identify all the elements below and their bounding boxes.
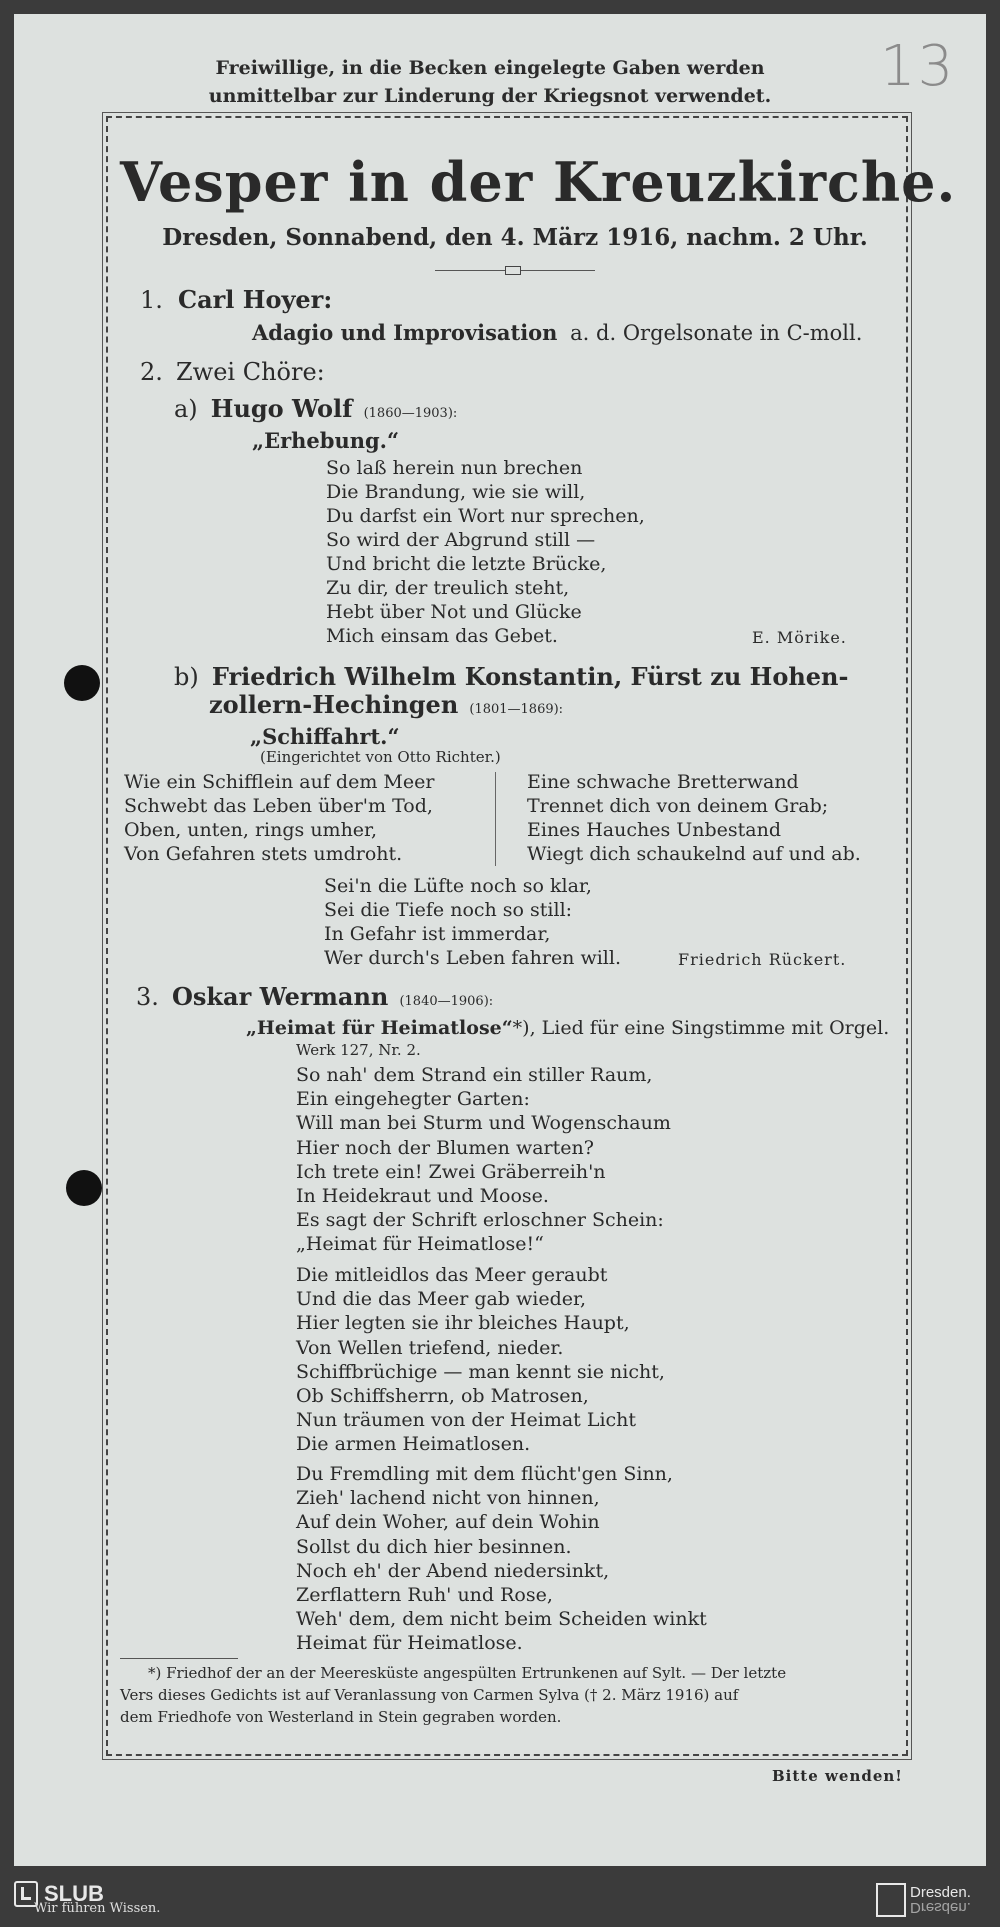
footnote: [120, 1662, 872, 1728]
program-title: Vesper in der Kreuzkirche.: [120, 150, 957, 214]
song-line: [246, 1017, 889, 1039]
slub-name: SLUB: [44, 1881, 104, 1906]
notice-line-2: unmittelbar zur Linderung der Kriegsnot verwendet.: [208, 85, 772, 107]
composer-name: Carl Hoyer:: [178, 285, 333, 314]
poem-line: Du Fremdling mit dem flücht'gen Sinn,: [296, 1463, 673, 1485]
song-title: „Heimat für Heimatlose“: [246, 1017, 513, 1039]
poem-line: Mich einsam das Gebet.: [326, 625, 558, 647]
notice-line-1: Freiwillige, in die Becken eingelegte Gaben werden: [215, 57, 765, 79]
poem-line: Ein eingehegter Garten:: [296, 1088, 530, 1111]
poem-line: Von Wellen triefend, nieder.: [296, 1336, 564, 1359]
poem-line: So wird der Abgrund still —: [326, 529, 596, 551]
dresden-crest-icon: [876, 1883, 906, 1917]
choir-b-heading-cont: [209, 690, 563, 719]
viewer-footer-bar: [0, 1873, 1000, 1927]
poem-line: Wiegt dich schaukelnd auf und ab.: [527, 843, 861, 865]
poem-author: E. Mörike.: [752, 628, 847, 647]
poem-author: Friedrich Rückert.: [678, 950, 847, 969]
ornament-divider: [435, 266, 595, 274]
poem-line: Schwebt das Leben über'm Tod,: [124, 795, 433, 817]
poem-right-column: [527, 770, 861, 866]
footnote-line: dem Friedhofe von Westerland in Stein gegraben worden.: [120, 1708, 562, 1726]
composer-dates: (1801—1869):: [469, 702, 564, 717]
poem-line: Eines Hauches Unbestand: [527, 819, 782, 841]
composer-name: Friedrich Wilhelm Konstantin, Fürst zu Hohen-: [211, 662, 849, 691]
poem-line: Wie ein Schifflein auf dem Meer: [124, 771, 435, 793]
poem-line: Es sagt der Schrift erloschner Schein:: [296, 1209, 664, 1232]
item-3-heading: [136, 982, 493, 1011]
donation-notice: [120, 54, 860, 110]
poem-line: Auf dein Woher, auf dein Wohin: [296, 1511, 600, 1534]
composer-dates: (1840—1906):: [399, 994, 494, 1009]
poem-line: Hebt über Not und Glücke: [326, 601, 582, 623]
poem-line: Sollst du dich hier besinnen.: [296, 1535, 572, 1558]
dresden-label-mirror: Dresden.: [910, 1899, 971, 1916]
poem-line: Hier noch der Blumen warten?: [296, 1136, 594, 1159]
poem-line: Wer durch's Leben fahren will.: [324, 947, 621, 969]
section-heading: Zwei Chöre:: [176, 358, 325, 386]
composer-name-cont: zollern-Hechingen: [209, 690, 459, 719]
poem-line: Will man bei Sturm und Wogenschaum: [296, 1112, 671, 1135]
poem-line: Sei die Tiefe noch so still:: [324, 899, 573, 921]
composer-dates: (1860—1903):: [363, 406, 458, 421]
work-detail: a. d. Orgelsonate in C-moll.: [570, 321, 863, 345]
poem-line: So laß herein nun brechen: [326, 457, 583, 479]
poem-line: Schiffbrüchige — man kennt sie nicht,: [296, 1360, 665, 1383]
poem-line: Eine schwache Bretterwand: [527, 771, 799, 793]
poem-line: Ob Schiffsherrn, ob Matrosen,: [296, 1384, 589, 1407]
poem-line: Die Brandung, wie sie will,: [326, 481, 586, 503]
poem-line: Ich trete ein! Zwei Gräberreih'n: [296, 1160, 606, 1183]
poem-line: „Heimat für Heimatlose!“: [296, 1233, 544, 1256]
poem-line: Du darfst ein Wort nur sprechen,: [326, 505, 645, 527]
poem-line: Von Gefahren stets umdroht.: [124, 843, 403, 865]
composer-name: Oskar Wermann: [172, 982, 389, 1011]
song-title: „Schiffahrt.“: [250, 724, 400, 749]
poem-line: Zerflattern Ruh' und Rose,: [296, 1583, 553, 1606]
arrangement-note: (Eingerichtet von Otto Richter.): [260, 748, 501, 766]
please-turn-note: Bitte wenden!: [772, 1767, 903, 1785]
poem-line: Und bricht die letzte Brücke,: [326, 553, 607, 575]
poem-line: Zieh' lachend nicht von hinnen,: [296, 1487, 600, 1510]
punch-hole: [64, 665, 100, 701]
poem-line: Heimat für Heimatlose.: [296, 1632, 523, 1655]
poem-left-column: [124, 770, 434, 866]
item-1-heading: [140, 285, 332, 314]
slub-tagline: Wir führen Wissen.: [34, 1901, 161, 1916]
poem-line: Zu dir, der treulich steht,: [326, 577, 570, 599]
item-1-work: [252, 320, 862, 345]
choir-b-heading: [174, 662, 848, 691]
work-title: Adagio und Improvisation: [252, 320, 558, 345]
song-title: „Erhebung.“: [252, 428, 400, 453]
poem-line: Oben, unten, rings umher,: [124, 819, 378, 841]
poem-line: In Gefahr ist immerdar,: [324, 923, 551, 945]
poem-line: Die armen Heimatlosen.: [296, 1433, 531, 1456]
pencil-page-number: 13: [880, 34, 956, 99]
choir-letter: b): [174, 663, 199, 691]
footnote-line: *) Friedhof der an der Meeresküste angespülten Ertrunkenen auf Sylt. — Der letzte: [148, 1664, 787, 1682]
item-2-heading: [140, 358, 325, 386]
column-divider: [495, 772, 496, 866]
poem-line: In Heidekraut und Moose.: [296, 1184, 549, 1207]
composer-name: Hugo Wolf: [210, 394, 353, 423]
item-number: 2.: [140, 358, 163, 386]
poem-line: Noch eh' der Abend niedersinkt,: [296, 1559, 610, 1582]
program-subtitle: Dresden, Sonnabend, den 4. März 1916, nachm. 2 Uhr.: [162, 224, 868, 251]
poem-line: Hier legten sie ihr bleiches Haupt,: [296, 1312, 630, 1335]
punch-hole: [66, 1170, 102, 1206]
poem-line: Trennet dich von deinem Grab;: [527, 795, 829, 817]
dresden-label: Dresden.: [910, 1884, 971, 1901]
dresden-wordmark: [910, 1885, 971, 1915]
footnote-line: Vers dieses Gedichts ist auf Veranlassung von Carmen Sylva († 2. März 1916) auf: [120, 1686, 739, 1704]
poem-line: Und die das Meer gab wieder,: [296, 1288, 587, 1311]
item-number: 1.: [140, 286, 163, 314]
poem-final-stanza: [324, 874, 621, 970]
poem-line: Sei'n die Lüfte noch so klar,: [324, 875, 592, 897]
poem-stanza-3: [296, 1462, 707, 1656]
opus-number: Werk 127, Nr. 2.: [296, 1041, 421, 1059]
poem-line: So nah' dem Strand ein stiller Raum,: [296, 1064, 653, 1086]
choir-letter: a): [174, 395, 198, 423]
poem-erhebung: [326, 456, 645, 648]
song-description: *), Lied für eine Singstimme mit Orgel.: [512, 1017, 890, 1039]
poem-line: Nun träumen von der Heimat Licht: [296, 1409, 637, 1432]
footnote-rule: [120, 1658, 238, 1659]
item-number: 3.: [136, 983, 159, 1011]
poem-stanza-2: [296, 1263, 665, 1457]
poem-line: Weh' dem, dem nicht beim Scheiden winkt: [296, 1608, 707, 1631]
poem-stanza-1: [296, 1063, 671, 1257]
choir-a-heading: [174, 394, 457, 423]
poem-line: Die mitleidlos das Meer geraubt: [296, 1264, 608, 1286]
